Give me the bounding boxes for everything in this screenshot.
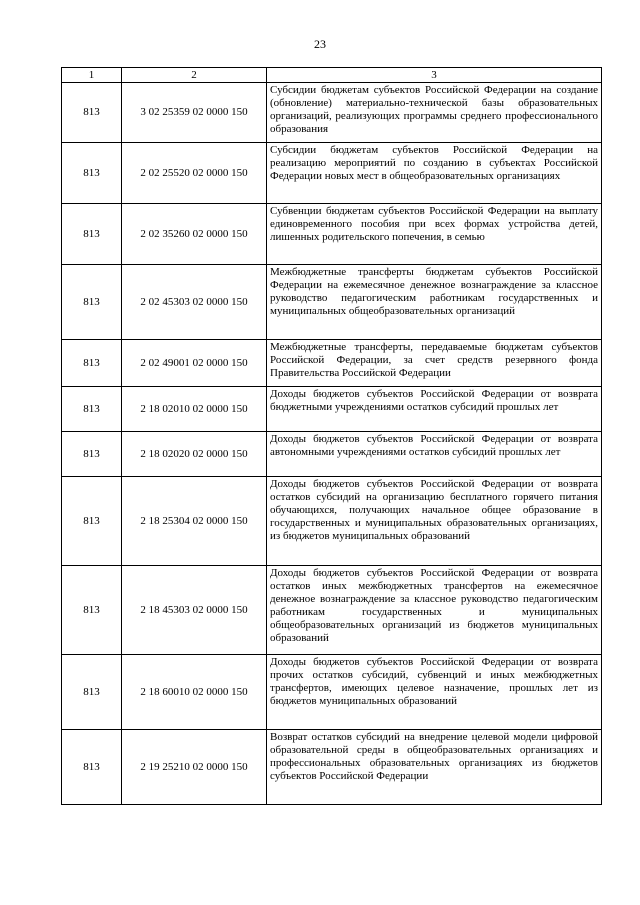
admin-code-cell: 813 <box>62 477 122 566</box>
revenue-name-cell: Субсидии бюджетам субъектов Российской Федерации на реализацию мероприятий по созданию в субъектах Российской Федерации новых мест в общеобразовательных организациях <box>267 143 602 204</box>
table-row <box>62 477 602 566</box>
column-header-3: 3 <box>267 68 602 83</box>
table-row <box>62 83 602 143</box>
budget-code-cell: 2 19 25210 02 0000 150 <box>122 730 267 805</box>
budget-code-cell: 2 18 25304 02 0000 150 <box>122 477 267 566</box>
budget-code-cell: 3 02 25359 02 0000 150 <box>122 83 267 143</box>
revenue-name-cell: Субсидии бюджетам субъектов Российской Федерации на создание (обновление) материально-технической базы образовательных организаций, реализующих программы среднего профессионального образования <box>267 83 602 143</box>
revenue-name-cell: Субвенции бюджетам субъектов Российской Федерации на выплату единовременного пособия при всех формах устройства детей, лишенных родительского попечения, в семью <box>267 204 602 265</box>
table-row <box>62 340 602 387</box>
revenue-name-cell: Возврат остатков субсидий на внедрение целевой модели цифровой образовательной среды в общеобразовательных организациях и профессиональных образовательных организациях из бюджетов субъектов Российской Федерации <box>267 730 602 805</box>
admin-code-cell: 813 <box>62 340 122 387</box>
revenue-name-cell: Доходы бюджетов субъектов Российской Федерации от возврата автономными учреждениями остатков субсидий прошлых лет <box>267 432 602 477</box>
admin-code-cell: 813 <box>62 204 122 265</box>
budget-code-cell: 2 02 25520 02 0000 150 <box>122 143 267 204</box>
budget-code-cell: 2 02 35260 02 0000 150 <box>122 204 267 265</box>
admin-code-cell: 813 <box>62 730 122 805</box>
budget-code-cell: 2 02 49001 02 0000 150 <box>122 340 267 387</box>
revenue-name-cell: Доходы бюджетов субъектов Российской Федерации от возврата бюджетными учреждениями остатков субсидий прошлых лет <box>267 387 602 432</box>
budget-code-cell: 2 18 45303 02 0000 150 <box>122 566 267 655</box>
admin-code-cell: 813 <box>62 83 122 143</box>
table-row <box>62 143 602 204</box>
revenue-name-cell: Доходы бюджетов субъектов Российской Федерации от возврата остатков субсидий на организацию бесплатного горячего питания обучающихся, получающих начальное общее образование в государственных и муниципальных образовательных организациях, из бюджетов муниципальных образований <box>267 477 602 566</box>
table-row <box>62 204 602 265</box>
budget-code-cell: 2 18 60010 02 0000 150 <box>122 655 267 730</box>
table-row <box>62 387 602 432</box>
column-header-2: 2 <box>122 68 267 83</box>
admin-code-cell: 813 <box>62 432 122 477</box>
admin-code-cell: 813 <box>62 655 122 730</box>
admin-code-cell: 813 <box>62 387 122 432</box>
table-row <box>62 566 602 655</box>
budget-code-cell: 2 18 02020 02 0000 150 <box>122 432 267 477</box>
budget-code-cell: 2 02 45303 02 0000 150 <box>122 265 267 340</box>
column-header-1: 1 <box>62 68 122 83</box>
budget-code-cell: 2 18 02010 02 0000 150 <box>122 387 267 432</box>
table-row <box>62 265 602 340</box>
table-row <box>62 432 602 477</box>
revenue-name-cell: Межбюджетные трансферты бюджетам субъектов Российской Федерации на ежемесячное денежное вознаграждение за классное руководство педагогическим работникам государственных и муниципальных общеобразовательных организаций <box>267 265 602 340</box>
admin-code-cell: 813 <box>62 265 122 340</box>
revenue-name-cell: Доходы бюджетов субъектов Российской Федерации от возврата прочих остатков субсидий, субвенций и иных межбюджетных трансфертов, имеющих целевое назначение, прошлых лет из бюджетов муниципальных образований <box>267 655 602 730</box>
table-header-row <box>62 68 602 83</box>
admin-code-cell: 813 <box>62 143 122 204</box>
revenue-name-cell: Доходы бюджетов субъектов Российской Федерации от возврата остатков иных межбюджетных трансфертов на ежемесячное денежное вознаграждение за классное руководство педагогическим работникам государственных и муниципальных общеобразовательных организаций из бюджетов муниципальных образований <box>267 566 602 655</box>
table-row <box>62 655 602 730</box>
revenue-name-cell: Межбюджетные трансферты, передаваемые бюджетам субъектов Российской Федерации, за счет средств резервного фонда Правительства Российской Федерации <box>267 340 602 387</box>
page-number: 23 <box>314 37 326 51</box>
admin-code-cell: 813 <box>62 566 122 655</box>
budget-classification-table <box>61 67 602 805</box>
table-row <box>62 730 602 805</box>
